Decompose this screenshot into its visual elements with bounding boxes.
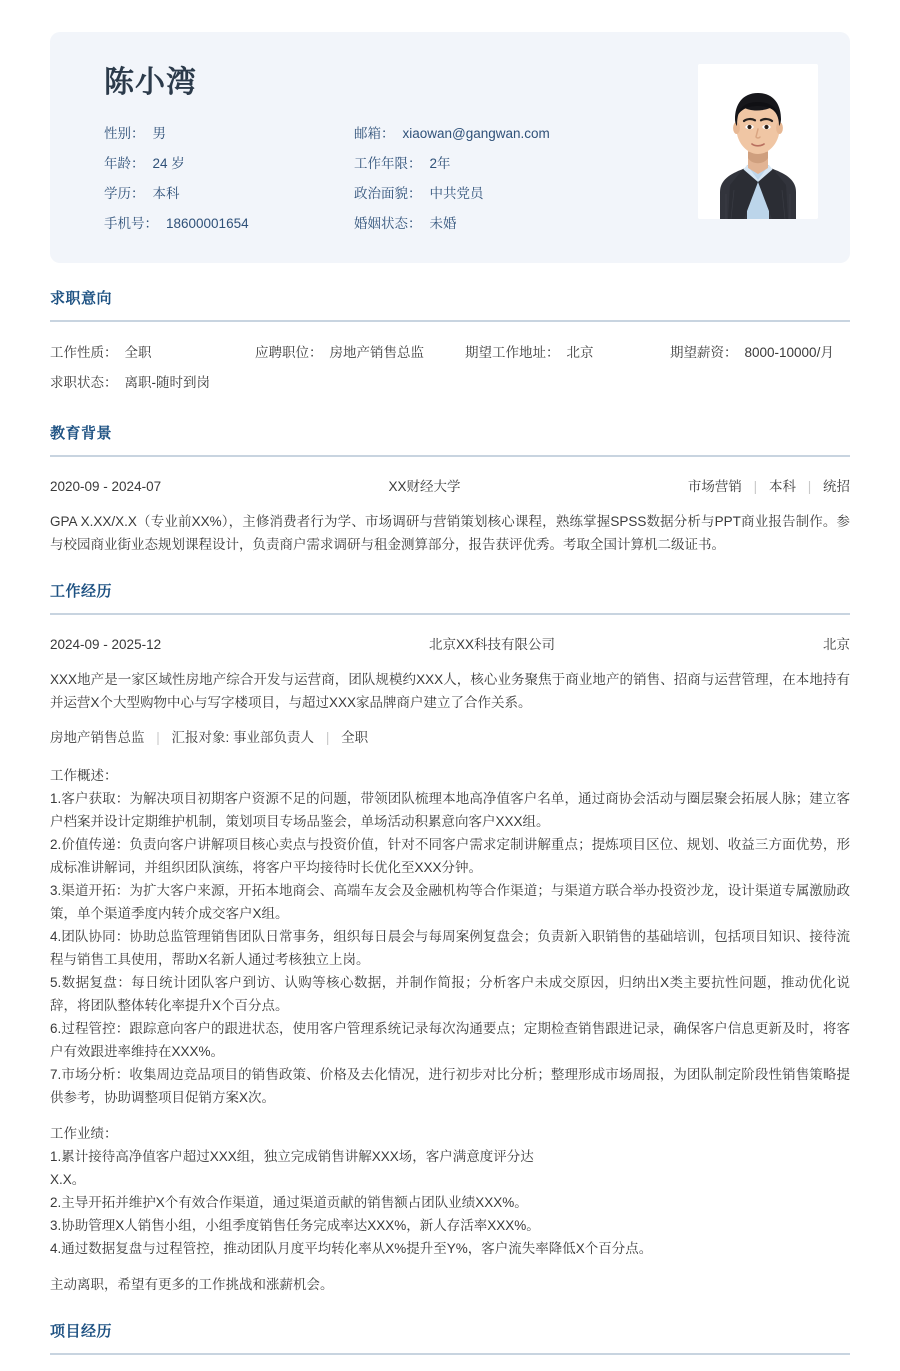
profile-field-email-label: 邮箱：	[354, 126, 395, 141]
profile-field-gender	[104, 121, 354, 147]
spacer	[50, 751, 850, 764]
work-overview-item-5: 5.数据复盘：每日统计团队客户到访、认购等核心数据，并制作简报；分析客户未成交原因，归纳出X类主要抗性问题，推动优化说辞，将团队整体转化率提升X个百分点。	[50, 975, 850, 1013]
candidate-photo	[698, 64, 818, 219]
work-overview-item-2: 2.价值传递：负责向客户讲解项目核心卖点与投资价值，针对不同客户需求定制讲解重点；提炼项目区位、规划、收益三方面优势，形成标准讲解词，并组织团队演练，将客户平均接待时长优化至XXX分钟。	[50, 837, 850, 875]
intent-location-label: 期望工作地址：	[465, 345, 560, 360]
profile-field-age-value: 24 岁	[152, 156, 185, 171]
profile-field-age	[104, 151, 354, 177]
profile-field-degree-value: 本科	[152, 186, 180, 201]
work-overview-item-7: 7.市场分析：收集周边竞品项目的销售政策、价格及去化情况，进行初步对比分析；整理形成市场周报，为团队制定阶段性销售策略提供参考，协助调整项目促销方案X次。	[50, 1067, 850, 1105]
profile-field-degree-label: 学历：	[104, 186, 145, 201]
section-divider	[50, 455, 850, 457]
education-date: 2020-09 - 2024-07	[50, 479, 162, 494]
work-overview-heading: 工作概述：	[50, 768, 118, 783]
tag-separator: |	[325, 730, 330, 745]
profile-info	[86, 58, 698, 237]
section-work-experience	[50, 582, 850, 1296]
education-description: GPA X.XX/X.X（专业前XX%），主修消费者行为学、市场调研与营销策划核心课程，熟练掌握SPSS数据分析与PPT商业报告制作。参与校园商业街业态规划课程设计，负责商户需求调研与租金测算部分，报告获评优秀。考取全国计算机二级证书。	[50, 514, 850, 552]
education-tag-degree: 本科	[768, 479, 796, 494]
work-overview-item-6: 6.过程管控：跟踪意向客户的跟进状态，使用客户管理系统记录每次沟通要点；定期检查销售跟进记录，确保客户信息更新及时，将客户有效跟进率维持在XXX%。	[50, 1021, 850, 1059]
profile-field-marital-label: 婚姻状态：	[354, 216, 422, 231]
work-leave-reason: 主动离职，希望有更多的工作挑战和涨薪机会。	[50, 1277, 334, 1292]
profile-field-email-value: xiaowan@gangwan.com	[402, 126, 550, 141]
profile-field-experience	[354, 151, 698, 177]
portrait-photo-icon	[698, 64, 818, 219]
tag-separator: |	[753, 479, 758, 494]
work-achievement-item-1: 1.累计接待高净值客户超过XXX组，独立完成销售讲解XXX场，客户满意度评分达	[50, 1149, 534, 1164]
education-entry-header	[50, 473, 850, 501]
section-divider	[50, 613, 850, 615]
intent-salary	[670, 338, 834, 368]
education-tags	[688, 473, 850, 501]
work-achievement-item-3: 3.协助管理X人销售小组，小组季度销售任务完成率达XXX%，新人存活率XXX%。	[50, 1218, 540, 1233]
tag-separator: |	[807, 479, 812, 494]
candidate-name: 陈小湾	[104, 66, 197, 99]
tag-separator: |	[156, 730, 160, 745]
education-tag-major: 市场营销	[687, 479, 742, 494]
section-title-work-experience: 工作经历	[50, 583, 113, 600]
education-school: XX财经大学	[388, 479, 461, 494]
profile-field-marital-value: 未婚	[429, 216, 457, 231]
section-education	[50, 424, 850, 556]
intent-job-nature-label: 工作性质：	[50, 345, 118, 360]
profile-field-phone-label: 手机号：	[104, 216, 158, 231]
intent-salary-value: 8000-10000/月	[744, 345, 834, 360]
intent-location	[465, 338, 670, 368]
work-overview-item-1: 1.客户获取：为解决项目初期客户资源不足的问题，带领团队梳理本地高净值客户名单，通过商协会活动与圈层聚会拓展人脉；建立客户档案并设计定期维护机制，策划项目专场品鉴会，单场活动积累意向客户XXX组。	[50, 791, 850, 829]
education-tag-admission: 统招	[823, 479, 850, 494]
work-achievement-item-1-cont: X.X。	[50, 1172, 86, 1187]
profile-field-political-value: 中共党员	[429, 186, 484, 201]
section-divider	[50, 1353, 850, 1355]
profile-header-card	[50, 32, 850, 263]
intent-job-nature-value: 全职	[124, 345, 152, 360]
intent-status-label: 求职状态：	[50, 375, 118, 390]
section-job-intention	[50, 289, 850, 398]
profile-field-age-label: 年龄：	[104, 156, 145, 171]
profile-field-gender-value: 男	[152, 126, 166, 141]
spacer	[50, 1260, 850, 1273]
work-overview-item-3: 3.渠道开拓：为扩大客户来源，开拓本地商会、高端车友会及金融机构等合作渠道；与渠道方联合举办投资沙龙，设计渠道专属激励政策，单个渠道季度内转介成交客户X组。	[50, 883, 850, 921]
resume-page	[0, 32, 900, 1355]
section-divider	[50, 320, 850, 322]
spacer	[50, 1109, 850, 1122]
work-overview-item-4: 4.团队协同：协助总监管理销售团队日常事务，组织每日晨会与每周案例复盘会；负责新入职销售的基础培训，包括项目知识、接待流程与销售工具使用，帮助X名新人通过考核独立上岗。	[50, 929, 850, 967]
section-title-projects: 项目经历	[50, 1323, 113, 1340]
education-entry	[50, 473, 850, 556]
work-location: 北京	[823, 637, 850, 652]
section-title-job-intention: 求职意向	[50, 290, 113, 307]
work-date: 2024-09 - 2025-12	[50, 637, 162, 652]
work-achievement-heading: 工作业绩：	[50, 1126, 118, 1141]
intent-job-nature	[50, 338, 255, 368]
work-entry-header	[50, 631, 850, 659]
section-projects	[50, 1322, 850, 1355]
profile-field-email	[354, 121, 698, 147]
profile-fields-grid	[104, 121, 698, 237]
job-intention-row-1	[50, 338, 850, 368]
profile-field-degree	[104, 181, 354, 207]
intent-location-value: 北京	[566, 345, 594, 360]
work-report-to: 汇报对象: 事业部负责人	[171, 730, 315, 745]
profile-field-political-label: 政治面貌：	[354, 186, 422, 201]
work-achievement-item-2: 2.主导开拓并维护X个有效合作渠道，通过渠道贡献的销售额占团队业绩XXX%。	[50, 1195, 528, 1210]
intent-position	[255, 338, 465, 368]
profile-field-phone-value: 18600001654	[166, 216, 249, 231]
job-intention-row-2	[50, 368, 850, 398]
work-company-intro: XXX地产是一家区域性房地产综合开发与运营商，团队规模约XXX人，核心业务聚焦于商业地产的销售、招商与运营管理，在本地持有并运营X个大型购物中心与写字楼项目，与超过XXX家品牌商户建立了合作关系。	[50, 672, 850, 710]
work-entry	[50, 631, 850, 1296]
work-position-title: 房地产销售总监	[50, 730, 145, 745]
profile-field-phone	[104, 211, 354, 237]
profile-field-experience-label: 工作年限：	[354, 156, 422, 171]
work-job-nature: 全职	[341, 730, 369, 745]
intent-position-label: 应聘职位：	[255, 345, 323, 360]
profile-field-gender-label: 性别：	[104, 126, 145, 141]
intent-status	[50, 368, 255, 398]
profile-field-political	[354, 181, 698, 207]
intent-position-value: 房地产销售总监	[329, 345, 424, 360]
profile-field-experience-value: 2年	[429, 156, 451, 171]
profile-field-marital	[354, 211, 698, 237]
work-achievement-item-4: 4.通过数据复盘与过程管控，推动团队月度平均转化率从X%提升至Y%，客户流失率降低X个百分点。	[50, 1241, 653, 1256]
intent-status-value: 离职-随时到岗	[124, 375, 210, 390]
work-company: 北京XX科技有限公司	[429, 637, 556, 652]
section-title-education: 教育背景	[50, 425, 113, 442]
work-position-tags	[50, 725, 850, 751]
intent-salary-label: 期望薪资：	[670, 345, 738, 360]
